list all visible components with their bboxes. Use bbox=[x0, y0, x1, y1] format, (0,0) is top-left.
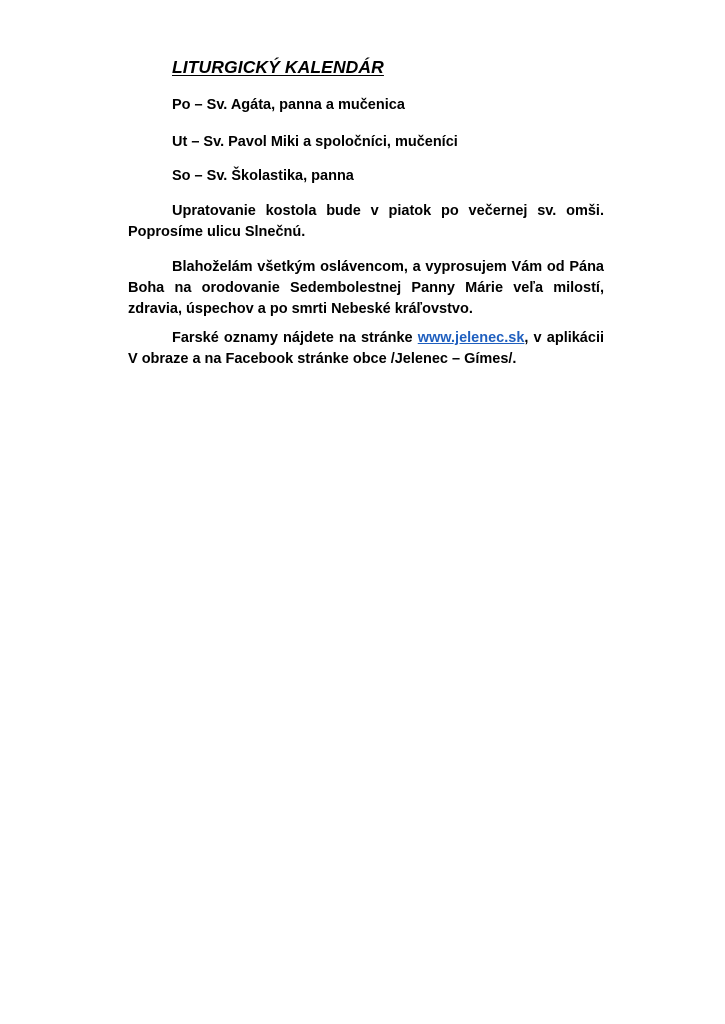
page-title: LITURGICKÝ KALENDÁR bbox=[172, 57, 384, 77]
announcements-text-before-link: Farské oznamy nájdete na stránke bbox=[172, 330, 418, 346]
calendar-entry-saturday: So – Sv. Školastika, panna bbox=[172, 168, 354, 184]
name-day-greeting: Blahoželám všetkým oslávencom, a vyprosujem Vám od Pána Boha na orodovanie Sedembolestnej Panny Márie veľa milostí, zdravia, úspechov a po smrti Nebeské kráľovstvo. bbox=[128, 259, 604, 317]
announcements-text-after-link: , v aplikácii V obraze a na Facebook stránke obce /Jelenec – Gímes/. bbox=[128, 330, 604, 367]
calendar-entry-monday: Po – Sv. Agáta, panna a mučenica bbox=[172, 97, 405, 113]
calendar-entry-tuesday: Ut – Sv. Pavol Miki a spoločníci, mučeníci bbox=[172, 134, 458, 150]
parish-website-link[interactable]: www.jelenec.sk bbox=[417, 330, 525, 346]
church-cleaning-notice: Upratovanie kostola bude v piatok po večernej sv. omši. Poprosíme ulicu Slnečnú. bbox=[128, 203, 604, 240]
announcements-notice bbox=[128, 328, 604, 370]
